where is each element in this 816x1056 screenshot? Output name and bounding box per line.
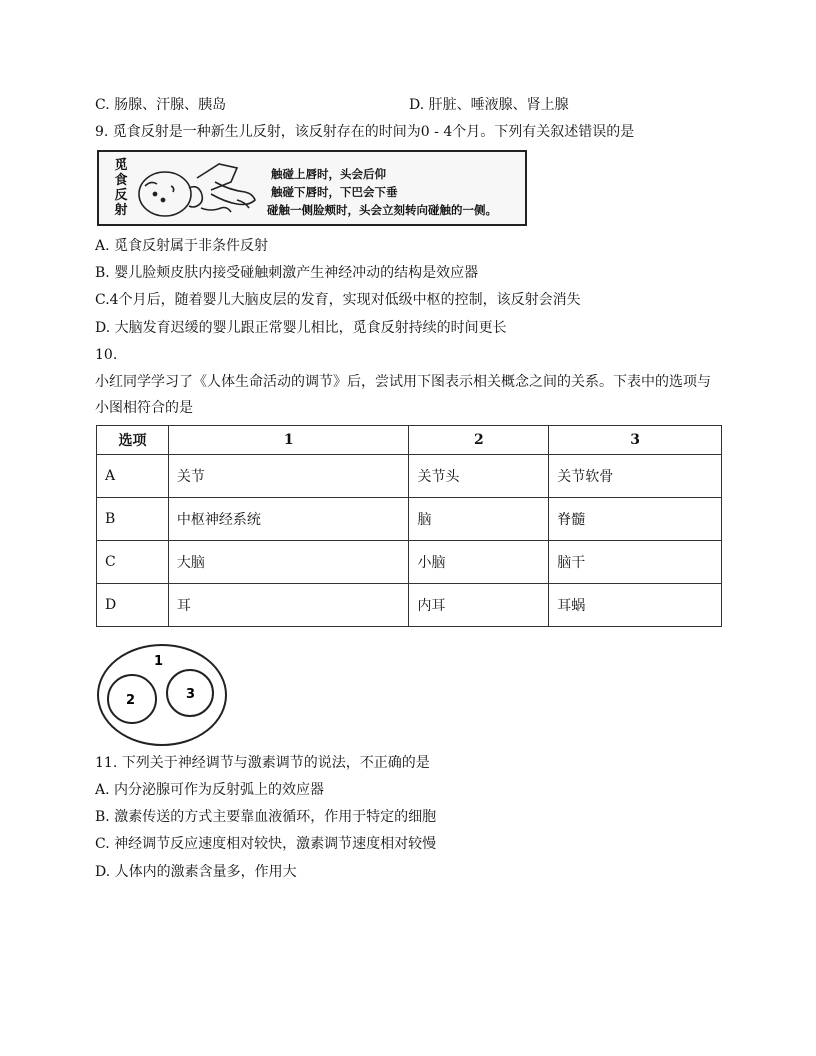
table-cell: 关节 xyxy=(168,455,409,498)
baby-illustration xyxy=(135,156,265,222)
figure-side-label: 觅 食 反 射 xyxy=(114,158,128,218)
rooting-reflex-figure xyxy=(97,150,527,226)
table-cell: 内耳 xyxy=(409,584,549,627)
venn-label-2: 2 xyxy=(126,693,136,708)
table-header-row xyxy=(97,426,722,455)
q11-option-b: B. 激素传送的方式主要靠血液循环，作用于特定的细胞 xyxy=(95,809,437,825)
table-cell: 关节软骨 xyxy=(549,455,722,498)
table-row xyxy=(97,584,722,627)
table-cell: D xyxy=(97,584,169,627)
q9-option-d: D. 大脑发育迟缓的婴儿跟正常婴儿相比，觅食反射持续的时间更长 xyxy=(95,320,507,336)
q11-option-a: A. 内分泌腺可作为反射弧上的效应器 xyxy=(95,782,325,798)
q8-option-c: C. 肠腺、汗腺、胰岛 xyxy=(95,97,227,113)
header-option: 选项 xyxy=(97,426,169,455)
q10-stem-line-1: 小红同学学习了《人体生命活动的调节》后，尝试用下图表示相关概念之间的关系。下表中的选项与 xyxy=(95,374,711,390)
table-row xyxy=(97,455,722,498)
table-cell: 脑 xyxy=(409,498,549,541)
q11-option-d: D. 人体内的激素含量多，作用大 xyxy=(95,864,297,880)
table-cell: B xyxy=(97,498,169,541)
table-cell: 耳蜗 xyxy=(549,584,722,627)
q11-stem: 11. 下列关于神经调节与激素调节的说法，不正确的是 xyxy=(95,755,430,771)
table-cell: A xyxy=(97,455,169,498)
q11-option-c: C. 神经调节反应速度相对较快，激素调节速度相对较慢 xyxy=(95,836,437,852)
header-2: 2 xyxy=(409,426,549,455)
q10-stem-line-2: 小图相符合的是 xyxy=(95,400,193,416)
table-row xyxy=(97,498,722,541)
table-cell: 中枢神经系统 xyxy=(168,498,409,541)
figure-line-1: 触碰上唇时，头会后仰 xyxy=(271,167,386,181)
table-cell: C xyxy=(97,541,169,584)
table-row xyxy=(97,541,722,584)
q9-option-a: A. 觅食反射属于非条件反射 xyxy=(95,238,269,254)
table-cell: 关节头 xyxy=(409,455,549,498)
header-3: 3 xyxy=(549,426,722,455)
q9-stem: 9. 觅食反射是一种新生儿反射，该反射存在的时间为0 - 4个月。下列有关叙述错误的是 xyxy=(95,124,635,140)
q9-option-b: B. 婴儿脸颊皮肤内接受碰触刺激产生神经冲动的结构是效应器 xyxy=(95,265,479,281)
venn-label-3: 3 xyxy=(186,687,196,702)
table-cell: 大脑 xyxy=(168,541,409,584)
concept-venn-diagram xyxy=(94,640,234,750)
table-cell: 小脑 xyxy=(409,541,549,584)
table-cell: 脑干 xyxy=(549,541,722,584)
q8-options-row xyxy=(95,95,715,115)
q9-option-c: C.4个月后，随着婴儿大脑皮层的发育，实现对低级中枢的控制，该反射会消失 xyxy=(95,292,581,308)
figure-line-2: 触碰下唇时，下巴会下垂 xyxy=(271,185,398,199)
table-cell: 脊髓 xyxy=(549,498,722,541)
table-cell: 耳 xyxy=(168,584,409,627)
venn-label-1: 1 xyxy=(154,654,164,669)
q10-options-table xyxy=(96,425,722,627)
q8-option-d: D. 肝脏、唾液腺、肾上腺 xyxy=(409,97,569,113)
q10-number: 10. xyxy=(95,347,118,363)
figure-line-3: 碰触一侧脸颊时，头会立刻转向碰触的一侧。 xyxy=(267,203,497,217)
header-1: 1 xyxy=(168,426,409,455)
